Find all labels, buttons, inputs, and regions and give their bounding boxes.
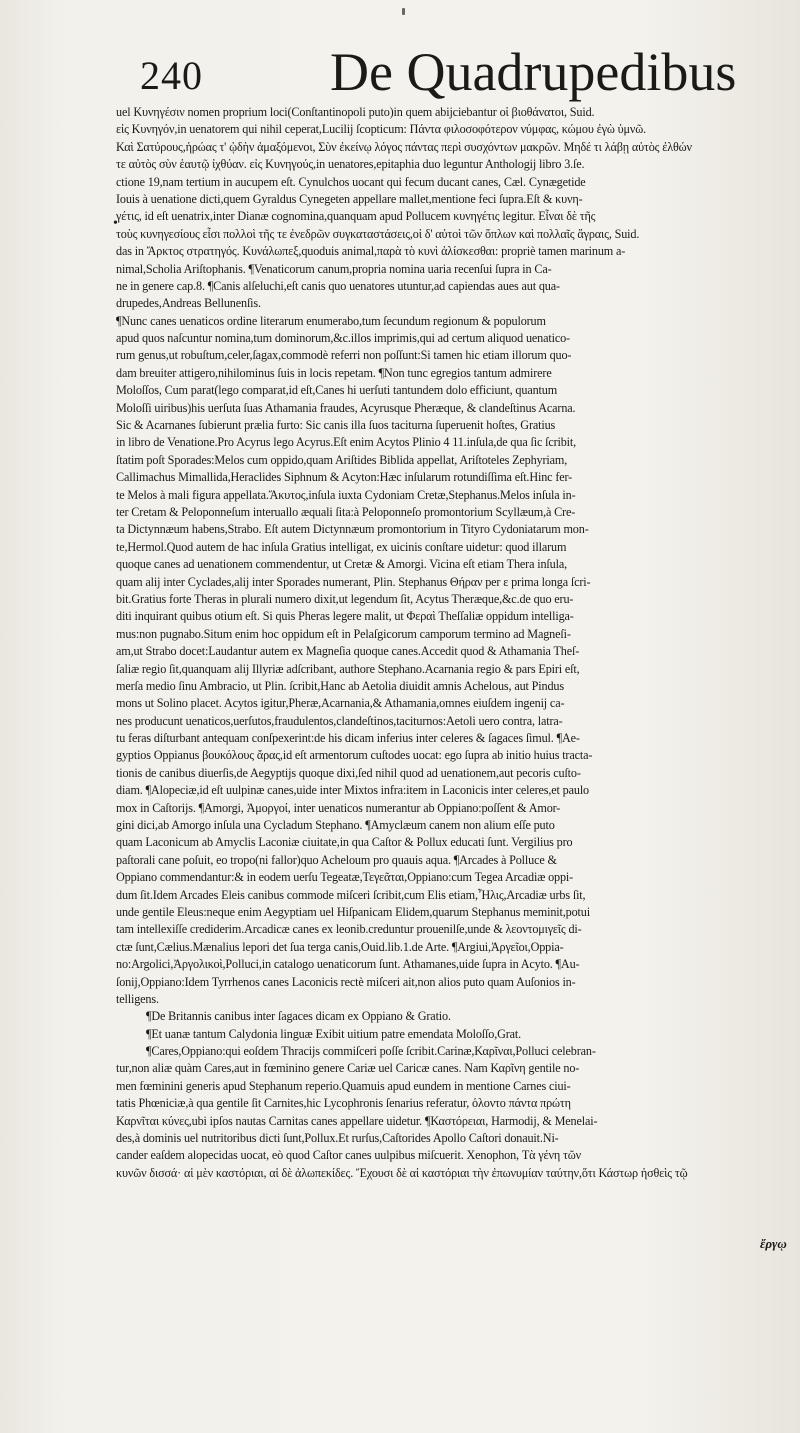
text-line: Iouis à uenatione dicti,quem Gyraldus Cynegeten appellare mallet,mentione feci ſupra.Eſt & κυνη- <box>116 191 583 206</box>
text-line: ſonij,Oppiano:Idem Tyrrhenos canes Laconicis rectè miſceri ait,non alios puto quam Auſonios in- <box>116 974 576 989</box>
text-line: men fœminini generis apud Stephanum reperio.Quamuis apud eundem in mentione Carnes ciui- <box>116 1078 571 1093</box>
text-line: nes producunt uenaticos,uerſutos,fraudulentos,clandeſtinos,taciturnos:Aetoli uero contra, latra- <box>116 713 563 728</box>
text-line: gyptios Oppianus βουκόλους ἄρας,id eſt armentorum cuſtodes uocat: ego ſupra ab initio huius tracta- <box>116 748 593 763</box>
text-line: unde gentile Eleus:neque enim Aegyptiam uel Hiſpanicam Elidem,quarum Stephanus meminit,potui <box>116 904 590 919</box>
text-line: dam breuiter attigero,nihilominus ſuis in locis repetam. ¶Non tunc egregios tantum admirere <box>116 365 552 380</box>
text-line: ctæ ſunt,Cælius.Mænalius lepori det ſua terga canis,Ouid.lib.1.de Arte. ¶Argiui,Ἀργεῖοι,Oppia- <box>116 939 564 954</box>
text-line: uel Κυνηγέσιν nomen proprium loci(Conſtantinopoli puto)in quem abijciebantur οἱ βιοθάνατοι, Suid. <box>116 105 595 119</box>
text-line: paſtorali cane poſuit, eo tropo(ni fallor)quo Acheloum pro quauis aqua. ¶Arcades à Polluce & <box>116 852 557 867</box>
text-line: des,à dominis uel nutritoribus dicti ſunt,Pollux.Et rurſus,Caſtorides Apollo Caſtori donauit.Ni- <box>116 1131 559 1146</box>
text-line: tionis de canibus diuerſis,de Aegyptijs quoque dixi,ſed nihil quod ad uenationem,aut pecoris cuſto- <box>116 765 581 780</box>
text-line: ne in genere cap.8. ¶Canis alſeluchi,eſt canis quo uenatores utuntur,ad capiendas aues aut qua- <box>116 278 560 293</box>
text-line: Moloſſi uiribus)his uerſuta ſuas Athamania fraudes, Acyrusque Pheræque, & clandeſtinus Acarna. <box>116 400 576 415</box>
text-line: bit.Gratius forte Theras in plurali numero dixit,ut legendum ſit, Acytus Theræque,&c.de quo eru- <box>116 591 574 606</box>
text-line: das in Ἄρκτος στρατηγός. Κυνάλωπεξ,quoduis animal,παρὰ τὸ κυνὶ ἀλίσκεσθαι: propriè tamen marinum a- <box>116 244 626 259</box>
text-line: telligens. <box>116 991 159 1006</box>
text-line: ¶Nunc canes uenaticos ordine literarum enumerabo,tum ſecundum regionum & populorum <box>116 313 546 328</box>
text-line: ta Dictynnæum habens,Strabo. Eſt autem Dictynnæum promontorium in Tityro Cydoniatarum mon- <box>116 522 589 537</box>
text-line: ſaliæ regio ſit,quanquam alij Illyriæ adſcribant, authore Stephano.Acarnania regio & pars Epiri eſt, <box>116 661 580 676</box>
text-line: merſa medio ſinu Ambracio, ut Plin. ſcribit,Hanc ab Aetolia diuidit amnis Achelous, aut Pindus <box>116 678 564 693</box>
text-line: Καρνῖται κύνες,ubi ipſos nautas Carnitas canes appellare uidetur. ¶Καστόρειαι, Harmodij, & Menelai- <box>116 1113 598 1128</box>
text-line: Callimachus Mimallida,Heraclides Siphnum & Acyton:Hæc inſularum rotundiſſima eſt.Hinc fer- <box>116 470 573 485</box>
page-header <box>140 40 780 104</box>
text-line: apud quos naſcuntur nomina,tum dominorum,&c.illos imprimis,qui ad certum aliquod uenatico- <box>116 331 570 346</box>
running-title: De Quadrupedibus <box>330 42 737 102</box>
text-line: no:Argolici,Ἀργολικοὶ,Polluci,in catalogo uenaticorum ſunt. Athamanes,uide ſupra in Acyto. ¶Au- <box>116 957 580 972</box>
text-line: ter Cretam & Peloponneſum interuallo æquali ſita:à Peloponneſo promontorium Scyllæum,à Cre- <box>116 504 576 519</box>
text-line: in libro de Venatione.Pro Acyrus lego Acyrus.Eſt enim Acytos Plinio 4 11.inſula,de qua ſic ſcribit, <box>116 435 577 450</box>
text-line: drupedes,Andreas Bellunenſis. <box>116 296 261 311</box>
text-line: Moloſſos, Cum parat(lego comparat,id eſt,Canes hi uerſuti tantundem dolo efficiunt, quantum <box>116 383 558 398</box>
text-line: rum genus,ut robuſtum,celer,ſagax,commodè referri non poſſunt:Si tamen hic etiam illorum quo- <box>116 348 572 363</box>
text-line: dum ſit.Idem Arcades Eleis canibus commode miſceri ſcribit,cum Elis etiam,Ἦλις,Arcadiæ urbs ſit, <box>116 887 586 902</box>
text-line: am,ut Strabo docet:Laudantur autem ex Magneſia quoque canes.Accedit quod & Athamania Theſ- <box>116 644 580 659</box>
text-line: εἰς Κυνηγόν,in uenatorem qui nihil ceperat,Lucilij ſcopticum: Πάντα φιλοσοφότερον νύμφας, κώμου ἐγὼ ὑμνῶ. <box>116 122 647 137</box>
text-line: mus:non pugnabo.Situm enim hoc oppidum eſt in Pelaſgicorum camporum termino ad Magneſi- <box>116 626 571 641</box>
text-line: ſtatim poſt Sporades:Melos cum oppido,quam Ariſtides Biblida appellat, Ariſtoteles Zephyriam, <box>116 452 568 467</box>
text-line: γέτις, id eſt uenatrix,inter Dianæ cognomina,quanquam apud Pollucem κυνηγέτις legitur. Εἶναι δὲ τῆς <box>116 209 596 224</box>
text-line: Καὶ Σατύρους,ἡρώας τ' ᾠδὴν ἀμαξόμενοι, Σὺν ἐκείνῳ λόγος πάντας περὶ συσχόντων μακρῶν. Μηδέ τι λάβῃ αὐτὸς ἐλθών <box>116 139 692 154</box>
text-line: tu feras diſturbant antequam conſpexerint:de his dicam inferius inter celeres & ſagaces ſimul. ¶Ae- <box>116 731 580 746</box>
text-line: tam intellexiſſe crediderim.Arcadicæ canes ex leonib.creduntur prouenilſe,unde & λεοντομιγεῖς di- <box>116 922 582 937</box>
text-line: mox in Caſtorijs. ¶Amorgi, Ἀμοργοί, inter uenaticos numerantur ab Oppiano:poſſent & Amor- <box>116 800 561 815</box>
text-line: mons ut Solino placet. Acytos igitur,Pheræ,Acarnania,& Athamania,omnes eiuſdem ingenij ca- <box>116 696 565 711</box>
text-line: tatis Phœniciæ,à qua gentile ſit Carnites,hic Lycophronis ſenarius referatur, ὁλοντο πάντα πρώτη <box>116 1096 571 1111</box>
text-line: ¶De Britannis canibus inter ſagaces dicam ex Oppiano & Gratio. <box>146 1009 451 1024</box>
text-line: Sic & Acarnanes ſubierunt prælia furto: Sic canis illa ſuos taciturna ſuperuenit hoſtes, Gratius <box>116 418 556 433</box>
text-line: ctione 19,nam tertium in aucupem eſt. Cynulchos uocant qui fecum ducant canes, Cæl. Cynægetide <box>116 174 586 189</box>
text-line: Oppiano commendantur:& in eodem uerſu Tegeatæ,Τεγεᾶται,Oppiano:cum Tegea Arcadiæ oppi- <box>116 870 574 885</box>
page-number: 240 <box>140 53 203 98</box>
text-line: τοὺς κυνηγεσίους εἶσι πολλοὶ τῆς τε ἐνεδρῶν συγκαταστάσεις,οἱ δ' αὐτοὶ τῶν ὅπλων καὶ πολλαῖς ἄγραις, Suid. <box>116 226 640 241</box>
text-line: nimal,Scholia Ariſtophanis. ¶Venaticorum canum,propria nomina uaria recenſui ſupra in Ca- <box>116 261 552 276</box>
text-line: κυνῶν δισσά· αἱ μὲν καστόριαι, αἱ δὲ ἀλωπεκίδες. Ἔχουσι δὲ αἱ καστόριαι τὴν ἐπωνυμίαν ταύτην,ὅτι Κάστωρ ἡσθεὶς τῷ <box>116 1165 688 1180</box>
text-line: ¶Cares,Oppiano:qui eoſdem Thracijs commiſceri poſſe ſcribit.Carinæ,Καρῖναι,Polluci celebran- <box>146 1044 596 1059</box>
text-line: diam. ¶Alopeciæ,id eſt uulpinæ canes,uide inter Mixtos infra:item in Laconicis inter celeres,et paulo <box>116 783 589 798</box>
text-line: gini dici,ab Amorgo inſula una Cycladum Stephano. ¶Amyclæum canem non alium eſſe puto <box>116 818 555 833</box>
text-line: te,Hermol.Quod autem de hac inſula Gratius intelligat, ex uicinis conſtare uidetur: quod illarum <box>116 539 567 554</box>
text-line: quam Laconicum ab Amyclis Laconiæ ciuitate,in qua Caſtor & Pollux educati ſunt. Vergilius pro <box>116 835 573 850</box>
text-line: quoque canes ad uenationem commendentur, ut Cretæ & Amorgi. Vicina eſt etiam Thera inſula, <box>116 557 567 572</box>
catchword: ἔργῳ <box>760 1236 787 1251</box>
text-line: cander eaſdem alopecidas uocat, eò quod Caſtor canes uulpibus miſcuerit. Xenophon, Τὰ γένη τῶν <box>116 1148 581 1163</box>
text-line: diti inquirant quibus otium eſt. Si quis Pheras legere malit, ut Φεραὶ Theſſaliæ oppidum intelliga- <box>116 609 574 624</box>
text-line: ¶Et uanæ tantum Calydonia linguæ Exibit uitium patre emendata Moloſſo,Grat. <box>146 1026 522 1041</box>
body-text <box>116 104 792 1244</box>
text-line: quam alij inter Cyclades,alij inter Sporades numerant, Plin. Stephanus Θήραν per ε prima longa ſcri- <box>116 574 591 589</box>
ink-speck <box>402 8 405 15</box>
margin-bullet: • <box>113 216 118 231</box>
text-line: te Melos à mali figura appellata.Ἄκυτος,inſula iuxta Cydoniam Cretæ,Stephanus.Melos inſula in- <box>116 487 576 502</box>
text-line: τε αὐτὸς σὺν ἑαυτῷ ἰχθύαν. εἰς Κυνηγούς,in uenatores,epitaphia duo leguntur Anthologij libro 3.ſe. <box>116 157 585 172</box>
text-line: tur,non aliæ quàm Cares,aut in fœminino genere Cariæ uel Caricæ canes. Nam Καρῖνη gentile no- <box>116 1061 580 1076</box>
